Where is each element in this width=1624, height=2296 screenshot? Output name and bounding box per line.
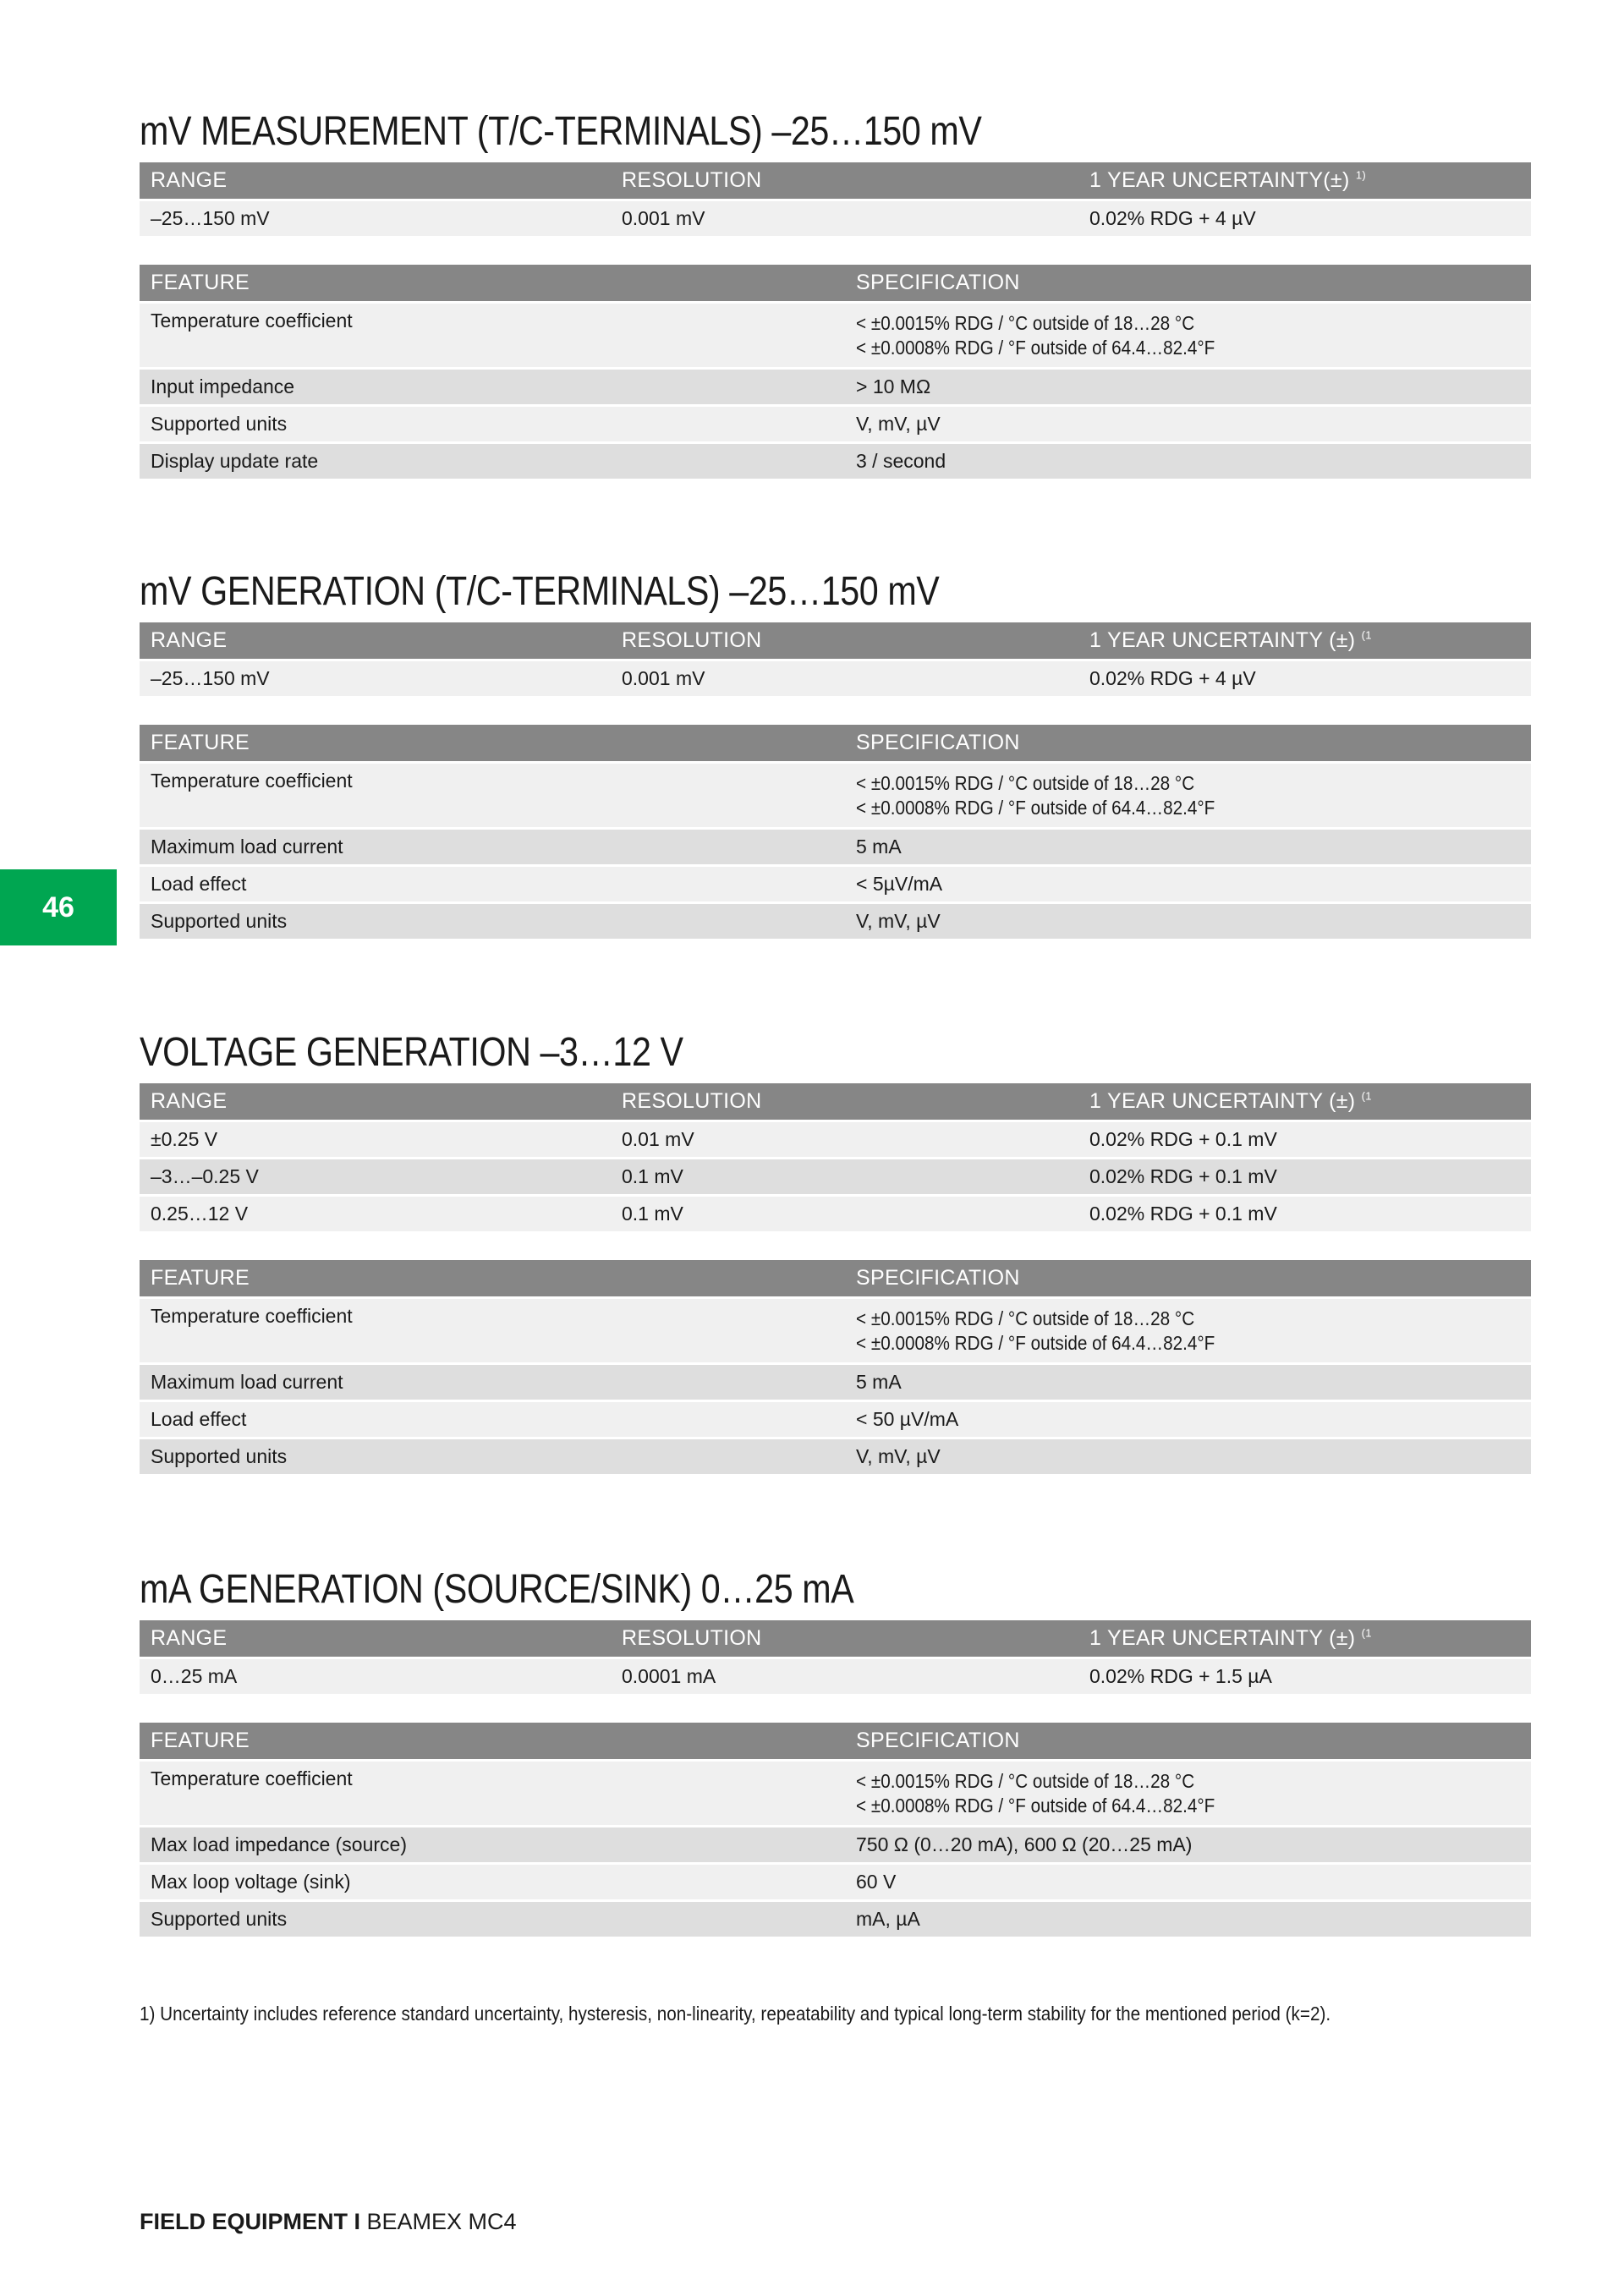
feature-cell: Maximum load current bbox=[140, 830, 845, 864]
uncertainty-cell: 0.02% RDG + 0.1 mV bbox=[1078, 1122, 1531, 1157]
resolution-header: RESOLUTION bbox=[611, 1620, 1078, 1657]
spec-cell: 750 Ω (0…20 mA), 600 Ω (20…25 mA) bbox=[845, 1827, 1531, 1862]
section-mv-generation bbox=[140, 564, 1531, 941]
page-number-tab bbox=[0, 869, 117, 945]
feature-header-row bbox=[140, 1723, 1531, 1759]
uncertainty-cell: 0.02% RDG + 4 µV bbox=[1078, 661, 1531, 696]
feature-cell: Supported units bbox=[140, 904, 845, 939]
footer-product: BEAMEX MC4 bbox=[360, 2209, 517, 2234]
spec-cell: < ±0.0015% RDG / °C outside of 18…28 °C < ±0.0008% RDG / °F outside of 64.4…82.4°F bbox=[845, 764, 1531, 827]
section-title: VOLTAGE GENERATION –3…12 V bbox=[140, 1030, 683, 1075]
spec-cell: > 10 MΩ bbox=[845, 370, 1531, 404]
table-row bbox=[140, 201, 1531, 236]
resolution-cell: 0.1 mV bbox=[611, 1159, 1078, 1194]
range-cell: –25…150 mV bbox=[140, 661, 611, 696]
range-table bbox=[140, 160, 1531, 238]
resolution-cell: 0.001 mV bbox=[611, 661, 1078, 696]
spec-cell: < 50 µV/mA bbox=[845, 1402, 1531, 1437]
range-header: RANGE bbox=[140, 162, 611, 199]
range-header-row bbox=[140, 622, 1531, 659]
table-row bbox=[140, 1762, 1531, 1825]
section-voltage-generation bbox=[140, 1025, 1531, 1477]
table-row bbox=[140, 904, 1531, 939]
specification-header: SPECIFICATION bbox=[845, 1723, 1531, 1759]
range-table bbox=[140, 1618, 1531, 1696]
range-cell: 0…25 mA bbox=[140, 1659, 611, 1694]
page-number: 46 bbox=[42, 890, 74, 923]
resolution-cell: 0.0001 mA bbox=[611, 1659, 1078, 1694]
spec-cell: V, mV, µV bbox=[845, 407, 1531, 441]
footnote-mark: 1) bbox=[1355, 168, 1366, 182]
table-row bbox=[140, 867, 1531, 901]
range-cell: –3…–0.25 V bbox=[140, 1159, 611, 1194]
table-row bbox=[140, 1659, 1531, 1694]
range-header-row bbox=[140, 1620, 1531, 1657]
spec-cell: V, mV, µV bbox=[845, 1439, 1531, 1474]
footer-category: FIELD EQUIPMENT I bbox=[140, 2209, 361, 2234]
feature-header-row bbox=[140, 265, 1531, 301]
feature-header: FEATURE bbox=[140, 265, 845, 301]
table-row bbox=[140, 661, 1531, 696]
uncertainty-cell: 0.02% RDG + 0.1 mV bbox=[1078, 1159, 1531, 1194]
feature-cell: Temperature coefficient bbox=[140, 1762, 845, 1825]
resolution-header: RESOLUTION bbox=[611, 622, 1078, 659]
spec-cell: 3 / second bbox=[845, 444, 1531, 479]
feature-table bbox=[140, 722, 1531, 941]
uncertainty-cell: 0.02% RDG + 4 µV bbox=[1078, 201, 1531, 236]
feature-cell: Load effect bbox=[140, 1402, 845, 1437]
table-row bbox=[140, 370, 1531, 404]
table-row bbox=[140, 444, 1531, 479]
feature-header-row bbox=[140, 1260, 1531, 1296]
feature-cell: Temperature coefficient bbox=[140, 1299, 845, 1362]
feature-cell: Temperature coefficient bbox=[140, 304, 845, 367]
spec-cell: < 5µV/mA bbox=[845, 867, 1531, 901]
table-row bbox=[140, 1197, 1531, 1231]
spec-cell: V, mV, µV bbox=[845, 904, 1531, 939]
section-title: mA GENERATION (SOURCE/SINK) 0…25 mA bbox=[140, 1567, 854, 1612]
table-row bbox=[140, 1122, 1531, 1157]
table-row bbox=[140, 1402, 1531, 1437]
feature-cell: Input impedance bbox=[140, 370, 845, 404]
uncertainty-cell: 0.02% RDG + 1.5 µA bbox=[1078, 1659, 1531, 1694]
specification-header: SPECIFICATION bbox=[845, 725, 1531, 761]
uncertainty-cell: 0.02% RDG + 0.1 mV bbox=[1078, 1197, 1531, 1231]
feature-table bbox=[140, 1258, 1531, 1477]
spec-cell: 5 mA bbox=[845, 830, 1531, 864]
feature-cell: Display update rate bbox=[140, 444, 845, 479]
footnote-mark: (1 bbox=[1361, 1626, 1372, 1640]
range-header: RANGE bbox=[140, 1083, 611, 1120]
spec-cell: < ±0.0015% RDG / °C outside of 18…28 °C < ±0.0008% RDG / °F outside of 64.4…82.4°F bbox=[845, 304, 1531, 367]
table-row bbox=[140, 1159, 1531, 1194]
feature-cell: Supported units bbox=[140, 1902, 845, 1937]
range-table bbox=[140, 1081, 1531, 1234]
spec-cell: < ±0.0015% RDG / °C outside of 18…28 °C < ±0.0008% RDG / °F outside of 64.4…82.4°F bbox=[845, 1762, 1531, 1825]
resolution-header: RESOLUTION bbox=[611, 1083, 1078, 1120]
range-cell: 0.25…12 V bbox=[140, 1197, 611, 1231]
range-cell: ±0.25 V bbox=[140, 1122, 611, 1157]
table-row bbox=[140, 1902, 1531, 1937]
page-footer bbox=[140, 2209, 517, 2235]
feature-cell: Max loop voltage (sink) bbox=[140, 1865, 845, 1899]
feature-table bbox=[140, 1720, 1531, 1939]
feature-cell: Max load impedance (source) bbox=[140, 1827, 845, 1862]
uncertainty-header: 1 YEAR UNCERTAINTY (±) $^{(1}$ bbox=[1078, 1620, 1531, 1657]
spec-cell: mA, µA bbox=[845, 1902, 1531, 1937]
spec-cell: 60 V bbox=[845, 1865, 1531, 1899]
table-row bbox=[140, 1827, 1531, 1862]
resolution-header: RESOLUTION bbox=[611, 162, 1078, 199]
section-title: mV MEASUREMENT (T/C-TERMINALS) –25…150 mV bbox=[140, 109, 982, 154]
section-mv-measurement bbox=[140, 104, 1531, 481]
feature-cell: Temperature coefficient bbox=[140, 764, 845, 827]
spec-cell: < ±0.0015% RDG / °C outside of 18…28 °C < ±0.0008% RDG / °F outside of 64.4…82.4°F bbox=[845, 1299, 1531, 1362]
feature-header: FEATURE bbox=[140, 725, 845, 761]
uncertainty-header: 1 YEAR UNCERTAINTY (±) $^{(1}$ bbox=[1078, 1083, 1531, 1120]
feature-header: FEATURE bbox=[140, 1723, 845, 1759]
feature-cell: Load effect bbox=[140, 867, 845, 901]
resolution-cell: 0.01 mV bbox=[611, 1122, 1078, 1157]
specification-header: SPECIFICATION bbox=[845, 1260, 1531, 1296]
range-header-row bbox=[140, 1083, 1531, 1120]
table-row bbox=[140, 764, 1531, 827]
range-header-row bbox=[140, 162, 1531, 199]
footnote-mark: (1 bbox=[1361, 628, 1372, 642]
section-title: mV GENERATION (T/C-TERMINALS) –25…150 mV bbox=[140, 569, 940, 614]
feature-header-row bbox=[140, 725, 1531, 761]
spec-cell: 5 mA bbox=[845, 1365, 1531, 1400]
table-row bbox=[140, 304, 1531, 367]
table-row bbox=[140, 1865, 1531, 1899]
range-header: RANGE bbox=[140, 1620, 611, 1657]
footnote-mark: (1 bbox=[1361, 1089, 1372, 1103]
range-cell: –25…150 mV bbox=[140, 201, 611, 236]
range-header: RANGE bbox=[140, 622, 611, 659]
range-table bbox=[140, 620, 1531, 699]
table-row bbox=[140, 1299, 1531, 1362]
uncertainty-header: 1 YEAR UNCERTAINTY (±) $^{(1}$ bbox=[1078, 622, 1531, 659]
feature-cell: Maximum load current bbox=[140, 1365, 845, 1400]
table-row bbox=[140, 1439, 1531, 1474]
feature-cell: Supported units bbox=[140, 1439, 845, 1474]
footnote: 1) Uncertainty includes reference standard uncertainty, hysteresis, non-linearity, repeatability and typical long-term stability for the mentioned period (k=2). bbox=[140, 2003, 1331, 2025]
feature-header: FEATURE bbox=[140, 1260, 845, 1296]
section-ma-generation bbox=[140, 1562, 1531, 1939]
feature-cell: Supported units bbox=[140, 407, 845, 441]
table-row bbox=[140, 407, 1531, 441]
feature-table bbox=[140, 262, 1531, 481]
uncertainty-header: 1 YEAR UNCERTAINTY(±) $^{1)}$ bbox=[1078, 162, 1531, 199]
resolution-cell: 0.001 mV bbox=[611, 201, 1078, 236]
table-row bbox=[140, 1365, 1531, 1400]
specification-header: SPECIFICATION bbox=[845, 265, 1531, 301]
resolution-cell: 0.1 mV bbox=[611, 1197, 1078, 1231]
table-row bbox=[140, 830, 1531, 864]
